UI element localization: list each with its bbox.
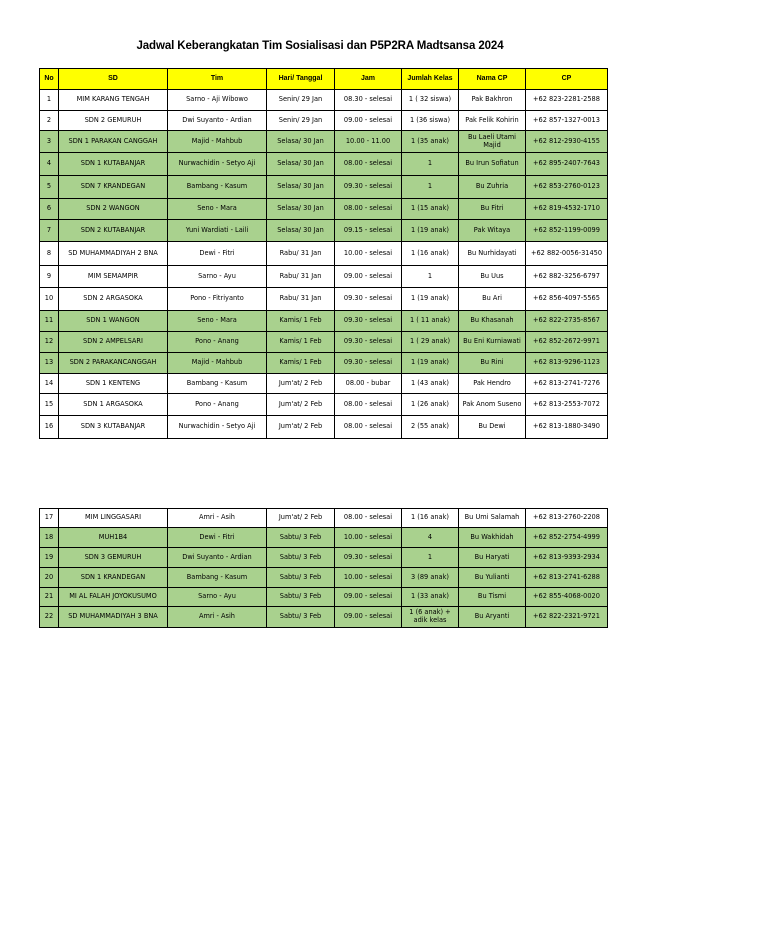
schedule-table-2: [39, 508, 608, 628]
cell-sd: SDN 2 GEMURUH: [59, 111, 168, 131]
cell-hari-tanggal: Kamis/ 1 Feb: [267, 332, 335, 353]
cell-tim: Pono - Anang: [168, 332, 267, 353]
cell-jam: 09.15 - selesai: [335, 220, 402, 242]
cell-tim: Sarno - Ayu: [168, 266, 267, 288]
cell-no: 19: [40, 548, 59, 568]
cell-hari-tanggal: Jum'at/ 2 Feb: [267, 394, 335, 416]
cell-jam: 09.00 - selesai: [335, 588, 402, 607]
cell-hari-tanggal: Rabu/ 31 Jan: [267, 266, 335, 288]
cell-sd: SDN 1 KRANDEGAN: [59, 568, 168, 588]
cell-sd: SDN 2 PARAKANCANGGAH: [59, 353, 168, 374]
cell-jumlah-kelas: 1 (19 anak): [402, 288, 459, 311]
table-row: [40, 131, 608, 153]
cell-cp: +62 813-9296-1123: [526, 353, 608, 374]
cell-tim: Seno - Mara: [168, 199, 267, 220]
cell-tim: Seno - Mara: [168, 311, 267, 332]
cell-cp: +62 895-2407-7643: [526, 153, 608, 176]
table-row: [40, 416, 608, 439]
cell-nama-cp: Pak Bakhron: [459, 90, 526, 111]
cell-no: 4: [40, 153, 59, 176]
cell-cp: +62 812-2930-4155: [526, 131, 608, 153]
cell-hari-tanggal: Sabtu/ 3 Feb: [267, 548, 335, 568]
cell-nama-cp: Bu Fitri: [459, 199, 526, 220]
cell-cp: +62 813-9393-2934: [526, 548, 608, 568]
cell-tim: Sarno - Aji Wibowo: [168, 90, 267, 111]
cell-jam: 08.00 - selesai: [335, 199, 402, 220]
cell-cp: +62 822-2321-9721: [526, 607, 608, 628]
cell-sd: SDN 2 KUTABANJAR: [59, 220, 168, 242]
cell-no: 22: [40, 607, 59, 628]
document-title: Jadwal Keberangkatan Tim Sosialisasi dan P5P2RA Madtsansa 2024: [136, 40, 504, 52]
cell-tim: Dewi - Fitri: [168, 528, 267, 548]
cell-jumlah-kelas: 4: [402, 528, 459, 548]
cell-nama-cp: Bu Umi Salamah: [459, 509, 526, 528]
cell-jumlah-kelas: 1 (19 anak): [402, 220, 459, 242]
table-row: [40, 568, 608, 588]
cell-no: 1: [40, 90, 59, 111]
cell-cp: +62 857-1327-0013: [526, 111, 608, 131]
cell-nama-cp: Bu Haryati: [459, 548, 526, 568]
cell-tim: Nurwachidin - Setyo Aji: [168, 416, 267, 439]
cell-jumlah-kelas: 1 (36 siswa): [402, 111, 459, 131]
cell-hari-tanggal: Kamis/ 1 Feb: [267, 311, 335, 332]
cell-cp: +62 823-2281-2588: [526, 90, 608, 111]
cell-hari-tanggal: Sabtu/ 3 Feb: [267, 588, 335, 607]
cell-jumlah-kelas: 1: [402, 153, 459, 176]
cell-cp: +62 813-2760-2208: [526, 509, 608, 528]
cell-tim: Bambang - Kasum: [168, 176, 267, 199]
cell-no: 8: [40, 242, 59, 266]
cell-nama-cp: Bu Aryanti: [459, 607, 526, 628]
cell-nama-cp: Bu Laeli Utami Majid: [459, 131, 526, 153]
cell-cp: +62 813-2741-7276: [526, 374, 608, 394]
cell-sd: SDN 7 KRANDEGAN: [59, 176, 168, 199]
cell-hari-tanggal: Selasa/ 30 Jan: [267, 220, 335, 242]
cell-no: 13: [40, 353, 59, 374]
cell-no: 6: [40, 199, 59, 220]
cell-cp: +62 852-2754-4999: [526, 528, 608, 548]
cell-tim: Pono - Fitriyanto: [168, 288, 267, 311]
cell-cp: +62 813-2741-6288: [526, 568, 608, 588]
cell-jumlah-kelas: 1 (43 anak): [402, 374, 459, 394]
cell-sd: SDN 1 WANGON: [59, 311, 168, 332]
cell-hari-tanggal: Jum'at/ 2 Feb: [267, 416, 335, 439]
cell-hari-tanggal: Senin/ 29 Jan: [267, 90, 335, 111]
cell-tim: Sarno - Ayu: [168, 588, 267, 607]
cell-nama-cp: Bu Uus: [459, 266, 526, 288]
table-row: [40, 548, 608, 568]
table-row: [40, 220, 608, 242]
cell-nama-cp: Pak Anom Suseno: [459, 394, 526, 416]
cell-hari-tanggal: Selasa/ 30 Jan: [267, 131, 335, 153]
cell-cp: +62 855-4068-0020: [526, 588, 608, 607]
cell-jam: 10.00 - 11.00: [335, 131, 402, 153]
header-hari-tanggal: Hari/ Tanggal: [267, 69, 335, 90]
cell-sd: MUH1B4: [59, 528, 168, 548]
cell-cp: +62 852-2672-9971: [526, 332, 608, 353]
cell-jumlah-kelas: 1 (6 anak) + adik kelas: [402, 607, 459, 628]
cell-hari-tanggal: Selasa/ 30 Jan: [267, 199, 335, 220]
table-row: [40, 528, 608, 548]
cell-no: 3: [40, 131, 59, 153]
table-row: [40, 588, 608, 607]
cell-jumlah-kelas: 1 ( 11 anak): [402, 311, 459, 332]
cell-nama-cp: Bu Rini: [459, 353, 526, 374]
cell-nama-cp: Bu Tismi: [459, 588, 526, 607]
cell-tim: Yuni Wardiati - Laili: [168, 220, 267, 242]
cell-jam: 08.00 - selesai: [335, 509, 402, 528]
cell-no: 7: [40, 220, 59, 242]
cell-nama-cp: Pak Felik Kohirin: [459, 111, 526, 131]
cell-jam: 09.00 - selesai: [335, 266, 402, 288]
cell-nama-cp: Bu Yulianti: [459, 568, 526, 588]
cell-tim: Majid - Mahbub: [168, 131, 267, 153]
cell-jumlah-kelas: 1 (16 anak): [402, 242, 459, 266]
table-row: [40, 288, 608, 311]
header-jam: Jam: [335, 69, 402, 90]
cell-jumlah-kelas: 1 (26 anak): [402, 394, 459, 416]
cell-jam: 10.00 - selesai: [335, 242, 402, 266]
cell-jam: 08.00 - bubar: [335, 374, 402, 394]
cell-jumlah-kelas: 1 (15 anak): [402, 199, 459, 220]
cell-sd: SDN 1 PARAKAN CANGGAH: [59, 131, 168, 153]
cell-cp: +62 853-2760-0123: [526, 176, 608, 199]
cell-no: 16: [40, 416, 59, 439]
cell-sd: SDN 2 WANGON: [59, 199, 168, 220]
cell-sd: SDN 3 KUTABANJAR: [59, 416, 168, 439]
cell-hari-tanggal: Rabu/ 31 Jan: [267, 288, 335, 311]
table-row: [40, 176, 608, 199]
cell-no: 10: [40, 288, 59, 311]
table-row: [40, 90, 608, 111]
cell-no: 12: [40, 332, 59, 353]
cell-no: 18: [40, 528, 59, 548]
cell-no: 20: [40, 568, 59, 588]
cell-hari-tanggal: Senin/ 29 Jan: [267, 111, 335, 131]
schedule-table-1: [39, 68, 608, 439]
cell-sd: SDN 2 ARGASOKA: [59, 288, 168, 311]
cell-jumlah-kelas: 1 ( 29 anak): [402, 332, 459, 353]
cell-nama-cp: Pak Witaya: [459, 220, 526, 242]
cell-jam: 09.00 - selesai: [335, 111, 402, 131]
cell-nama-cp: Pak Hendro: [459, 374, 526, 394]
cell-jumlah-kelas: 1 ( 32 siswa): [402, 90, 459, 111]
cell-jam: 09.30 - selesai: [335, 288, 402, 311]
cell-tim: Dwi Suyanto - Ardian: [168, 548, 267, 568]
cell-jam: 08.00 - selesai: [335, 416, 402, 439]
header-jumlah-kelas: Jumlah Kelas: [402, 69, 459, 90]
cell-nama-cp: Bu Irun Sofiatun: [459, 153, 526, 176]
table-row: [40, 332, 608, 353]
cell-nama-cp: Bu Eni Kurniawati: [459, 332, 526, 353]
table-row: [40, 607, 608, 628]
table-row: [40, 153, 608, 176]
cell-jam: 08.30 - selesai: [335, 90, 402, 111]
header-sd: SD: [59, 69, 168, 90]
cell-nama-cp: Bu Dewi: [459, 416, 526, 439]
header-row: [40, 69, 608, 90]
cell-nama-cp: Bu Khasanah: [459, 311, 526, 332]
cell-hari-tanggal: Sabtu/ 3 Feb: [267, 568, 335, 588]
cell-sd: SDN 3 GEMURUH: [59, 548, 168, 568]
cell-no: 17: [40, 509, 59, 528]
cell-hari-tanggal: Sabtu/ 3 Feb: [267, 607, 335, 628]
cell-tim: Bambang - Kasum: [168, 568, 267, 588]
cell-sd: MIM KARANG TENGAH: [59, 90, 168, 111]
table-row: [40, 242, 608, 266]
cell-tim: Majid - Mahbub: [168, 353, 267, 374]
cell-sd: SDN 1 ARGASOKA: [59, 394, 168, 416]
cell-nama-cp: Bu Nurhidayati: [459, 242, 526, 266]
cell-jumlah-kelas: 2 (55 anak): [402, 416, 459, 439]
cell-jam: 09.30 - selesai: [335, 176, 402, 199]
cell-no: 2: [40, 111, 59, 131]
cell-hari-tanggal: Jum'at/ 2 Feb: [267, 374, 335, 394]
cell-no: 9: [40, 266, 59, 288]
cell-sd: SDN 2 AMPELSARI: [59, 332, 168, 353]
cell-hari-tanggal: Rabu/ 31 Jan: [267, 242, 335, 266]
cell-hari-tanggal: Sabtu/ 3 Feb: [267, 528, 335, 548]
table-row: [40, 374, 608, 394]
cell-sd: SD MUHAMMADIYAH 3 BNA: [59, 607, 168, 628]
cell-jumlah-kelas: 1 (33 anak): [402, 588, 459, 607]
cell-cp: +62 852-1199-0099: [526, 220, 608, 242]
cell-cp: +62 882-0056-31450: [526, 242, 608, 266]
cell-jumlah-kelas: 1: [402, 266, 459, 288]
cell-jam: 10.00 - selesai: [335, 568, 402, 588]
cell-jam: 09.00 - selesai: [335, 607, 402, 628]
cell-sd: MIM LINGGASARI: [59, 509, 168, 528]
cell-jumlah-kelas: 1: [402, 176, 459, 199]
cell-cp: +62 813-1880-3490: [526, 416, 608, 439]
cell-nama-cp: Bu Zuhria: [459, 176, 526, 199]
cell-jam: 10.00 - selesai: [335, 528, 402, 548]
cell-nama-cp: Bu Wakhidah: [459, 528, 526, 548]
cell-tim: Amri - Asih: [168, 509, 267, 528]
cell-jam: 08.00 - selesai: [335, 394, 402, 416]
table-row: [40, 353, 608, 374]
header-no: No: [40, 69, 59, 90]
cell-sd: MIM SEMAMPIR: [59, 266, 168, 288]
header-nama-cp: Nama CP: [459, 69, 526, 90]
cell-hari-tanggal: Jum'at/ 2 Feb: [267, 509, 335, 528]
cell-sd: MI AL FALAH JOYOKUSUMO: [59, 588, 168, 607]
cell-jumlah-kelas: 1 (16 anak): [402, 509, 459, 528]
cell-hari-tanggal: Selasa/ 30 Jan: [267, 153, 335, 176]
cell-jumlah-kelas: 1 (35 anak): [402, 131, 459, 153]
cell-sd: SDN 1 KENTENG: [59, 374, 168, 394]
header-cp: CP: [526, 69, 608, 90]
cell-cp: +62 856-4097-5565: [526, 288, 608, 311]
cell-jumlah-kelas: 1 (19 anak): [402, 353, 459, 374]
cell-jam: 09.30 - selesai: [335, 311, 402, 332]
cell-jam: 09.30 - selesai: [335, 548, 402, 568]
cell-tim: Nurwachidin - Setyo Aji: [168, 153, 267, 176]
cell-jumlah-kelas: 3 (89 anak): [402, 568, 459, 588]
cell-no: 14: [40, 374, 59, 394]
cell-hari-tanggal: Selasa/ 30 Jan: [267, 176, 335, 199]
cell-tim: Pono - Anang: [168, 394, 267, 416]
cell-tim: Amri - Asih: [168, 607, 267, 628]
cell-cp: +62 882-3256-6797: [526, 266, 608, 288]
cell-jam: 09.30 - selesai: [335, 332, 402, 353]
cell-jam: 09.30 - selesai: [335, 353, 402, 374]
cell-hari-tanggal: Kamis/ 1 Feb: [267, 353, 335, 374]
table-row: [40, 311, 608, 332]
cell-no: 5: [40, 176, 59, 199]
cell-sd: SDN 1 KUTABANJAR: [59, 153, 168, 176]
table-row: [40, 199, 608, 220]
cell-jam: 08.00 - selesai: [335, 153, 402, 176]
header-tim: Tim: [168, 69, 267, 90]
table-row: [40, 266, 608, 288]
cell-cp: +62 819-4532-1710: [526, 199, 608, 220]
cell-sd: SD MUHAMMADIYAH 2 BNA: [59, 242, 168, 266]
cell-tim: Dewi - Fitri: [168, 242, 267, 266]
cell-tim: Dwi Suyanto - Ardian: [168, 111, 267, 131]
table-row: [40, 509, 608, 528]
cell-cp: +62 813-2553-7072: [526, 394, 608, 416]
table-row: [40, 111, 608, 131]
cell-jumlah-kelas: 1: [402, 548, 459, 568]
cell-tim: Bambang - Kasum: [168, 374, 267, 394]
cell-cp: +62 822-2735-8567: [526, 311, 608, 332]
cell-no: 15: [40, 394, 59, 416]
cell-nama-cp: Bu Ari: [459, 288, 526, 311]
table-row: [40, 394, 608, 416]
cell-no: 11: [40, 311, 59, 332]
cell-no: 21: [40, 588, 59, 607]
